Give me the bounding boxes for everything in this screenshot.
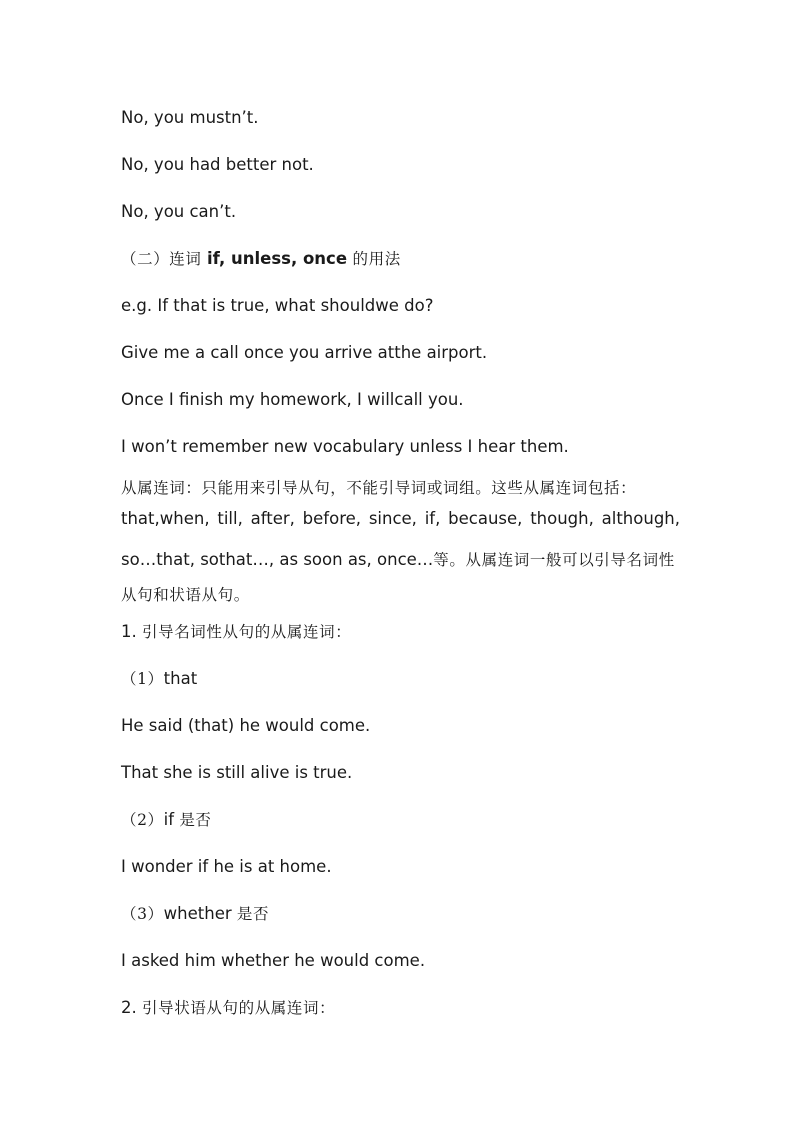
subsection-heading [121, 620, 680, 644]
example-wonder-if: I wonder if he is at home. [121, 857, 332, 876]
subsection-title: 引导状语从句的从属连词： [142, 999, 336, 1017]
text-line [121, 153, 680, 177]
text-line [121, 583, 680, 607]
item-heading [121, 902, 680, 926]
item-keyword: whether [163, 904, 237, 923]
section-heading [121, 247, 680, 271]
example-whether: I asked him whether he would come. [121, 951, 426, 970]
text-line [121, 294, 680, 318]
item-meaning: 是否 [236, 905, 270, 923]
text-line [121, 200, 680, 224]
text-line [121, 761, 680, 785]
text-line [121, 949, 680, 973]
item-number: （2） [121, 811, 164, 829]
item-number: （3） [121, 905, 164, 923]
text-line [121, 341, 680, 365]
example-that-said: He said (that) he would come. [121, 716, 371, 735]
item-keyword: if [163, 810, 180, 829]
subsection-number: 2. [121, 998, 142, 1017]
example-unless: I won’t remember new vocabulary unless I hear them. [121, 437, 569, 456]
answer-cant: No, you can’t. [121, 202, 237, 221]
heading-keywords: if, unless, once [207, 249, 348, 268]
definition-line [121, 476, 680, 500]
example-once-call: Give me a call once you arrive atthe airport. [121, 343, 488, 362]
text-line [121, 714, 680, 738]
text-line [121, 106, 680, 130]
example-if: e.g. If that is true, what shouldwe do? [121, 296, 434, 315]
conjunction-list-more: so…that, sothat…, as soon as, once… [121, 550, 434, 569]
text-line [121, 435, 680, 459]
answer-had-better-not: No, you had better not. [121, 155, 314, 174]
item-meaning: 是否 [179, 811, 212, 829]
item-heading [121, 667, 680, 691]
subsection-title: 引导名词性从句的从属连词： [142, 623, 352, 641]
item-number: （1） [121, 670, 164, 688]
conjunction-usage-note-end: 从句和状语从句。 [121, 586, 250, 604]
item-keyword: that [163, 669, 198, 688]
text-line [121, 855, 680, 879]
example-that-alive: That she is still alive is true. [121, 763, 353, 782]
heading-prefix: （二）连词 [121, 250, 208, 268]
conjunction-list-line [121, 507, 680, 531]
conjunction-list-continuation [121, 548, 680, 572]
text-line [121, 388, 680, 412]
answer-mustnt: No, you mustn’t. [121, 108, 259, 127]
subsection-number: 1. [121, 622, 142, 641]
item-heading [121, 808, 680, 832]
conjunction-usage-note: 等。从属连词一般可以引导名词性 [433, 551, 675, 569]
example-once-homework: Once I finish my homework, I willcall you. [121, 390, 464, 409]
subsection-heading [121, 996, 680, 1020]
conjunction-list: that,when, till, after, before, since, if, because, though, although, [121, 509, 680, 528]
subordinate-conjunction-definition: 从属连词：只能用来引导从句，不能引导词或词组。这些从属连词包括： [121, 479, 637, 497]
heading-suffix: 的用法 [347, 250, 401, 268]
